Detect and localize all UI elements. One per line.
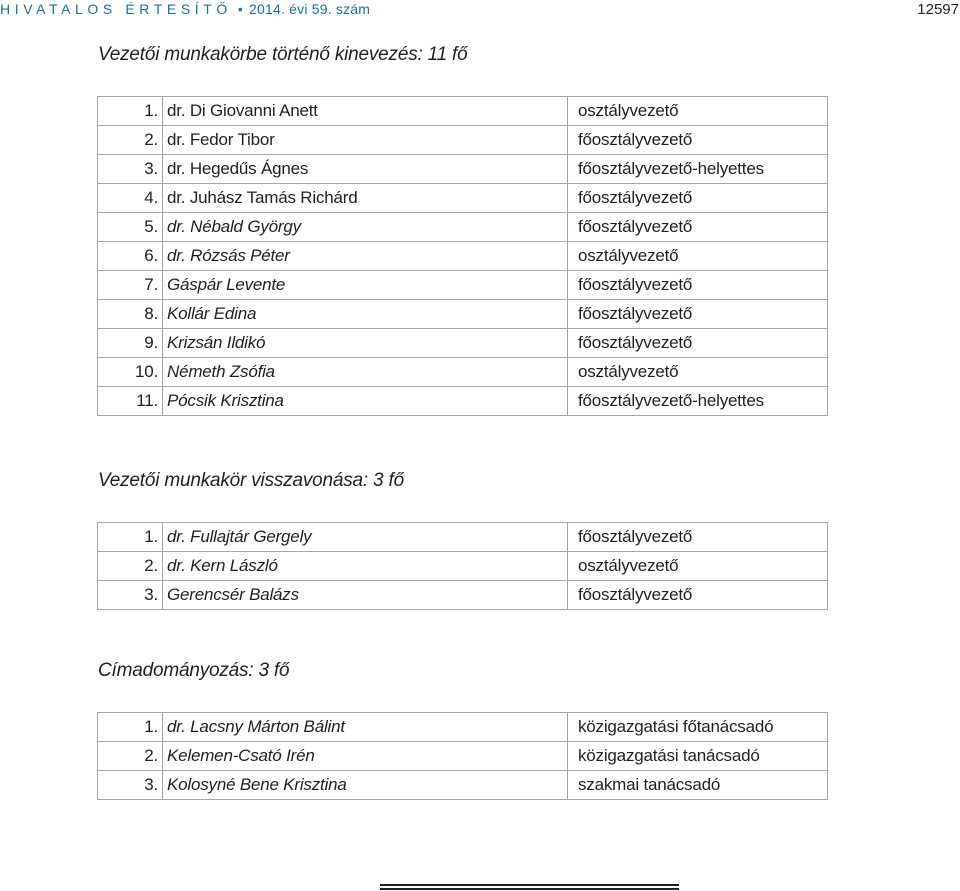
- issue-label: 2014. évi 59. szám: [249, 1, 371, 17]
- table-row: [98, 771, 828, 800]
- person-name: dr. Juhász Tamás Richárd: [163, 184, 568, 213]
- section-title-appointment: Vezetői munkakörbe történő kinevezés: 11 fő: [98, 44, 468, 65]
- section-title-revocation: Vezetői munkakör visszavonása: 3 fő: [98, 470, 404, 491]
- table-row: [98, 358, 828, 387]
- position: főosztályvezető: [568, 126, 828, 155]
- table-row: [98, 523, 828, 552]
- table-row: [98, 213, 828, 242]
- person-name: dr. Kern László: [163, 552, 568, 581]
- position: osztályvezető: [568, 242, 828, 271]
- table-row: [98, 300, 828, 329]
- row-number: 2.: [98, 552, 163, 581]
- table-row: [98, 97, 828, 126]
- table-row: [98, 329, 828, 358]
- table-row: [98, 184, 828, 213]
- position: közigazgatási főtanácsadó: [568, 713, 828, 742]
- position: osztályvezető: [568, 358, 828, 387]
- appointment-table: [97, 96, 828, 416]
- row-number: 10.: [98, 358, 163, 387]
- row-number: 11.: [98, 387, 163, 416]
- position: osztályvezető: [568, 552, 828, 581]
- position: főosztályvezető: [568, 271, 828, 300]
- journal-name: HIVATALOS ÉRTESÍTŐ: [0, 1, 232, 17]
- person-name: dr. Lacsny Márton Bálint: [163, 713, 568, 742]
- closing-rule-bottom: [380, 888, 679, 890]
- title-awarding-table: [97, 712, 828, 800]
- row-number: 1.: [98, 97, 163, 126]
- position: főosztályvezető: [568, 300, 828, 329]
- row-number: 2.: [98, 742, 163, 771]
- row-number: 3.: [98, 771, 163, 800]
- table-row: [98, 242, 828, 271]
- row-number: 3.: [98, 155, 163, 184]
- person-name: Kolosyné Bene Krisztina: [163, 771, 568, 800]
- section-title-title-awarding: Címadományozás: 3 fő: [98, 660, 290, 681]
- person-name: dr. Fedor Tibor: [163, 126, 568, 155]
- person-name: Krizsán Ildikó: [163, 329, 568, 358]
- page-header: [0, 0, 960, 22]
- position: közigazgatási tanácsadó: [568, 742, 828, 771]
- table-row: [98, 581, 828, 610]
- page-number: 12597: [917, 1, 959, 18]
- person-name: Kollár Edina: [163, 300, 568, 329]
- position: főosztályvezető: [568, 523, 828, 552]
- row-number: 5.: [98, 213, 163, 242]
- position: főosztályvezető: [568, 213, 828, 242]
- running-head: [0, 1, 370, 17]
- row-number: 3.: [98, 581, 163, 610]
- table-row: [98, 387, 828, 416]
- person-name: dr. Di Giovanni Anett: [163, 97, 568, 126]
- row-number: 1.: [98, 523, 163, 552]
- position: főosztályvezető: [568, 329, 828, 358]
- position: főosztályvezető: [568, 184, 828, 213]
- table-row: [98, 126, 828, 155]
- position: osztályvezető: [568, 97, 828, 126]
- row-number: 4.: [98, 184, 163, 213]
- bullet-separator: •: [237, 1, 244, 17]
- position: főosztályvezető-helyettes: [568, 155, 828, 184]
- row-number: 1.: [98, 713, 163, 742]
- row-number: 7.: [98, 271, 163, 300]
- row-number: 2.: [98, 126, 163, 155]
- table-row: [98, 742, 828, 771]
- position: főosztályvezető-helyettes: [568, 387, 828, 416]
- revocation-table: [97, 522, 828, 610]
- person-name: dr. Fullajtár Gergely: [163, 523, 568, 552]
- person-name: dr. Hegedűs Ágnes: [163, 155, 568, 184]
- row-number: 8.: [98, 300, 163, 329]
- person-name: Németh Zsófia: [163, 358, 568, 387]
- closing-rule-top: [380, 884, 679, 886]
- table-row: [98, 713, 828, 742]
- position: szakmai tanácsadó: [568, 771, 828, 800]
- row-number: 9.: [98, 329, 163, 358]
- table-row: [98, 552, 828, 581]
- person-name: dr. Rózsás Péter: [163, 242, 568, 271]
- person-name: dr. Nébald György: [163, 213, 568, 242]
- position: főosztályvezető: [568, 581, 828, 610]
- table-row: [98, 271, 828, 300]
- person-name: Kelemen-Csató Irén: [163, 742, 568, 771]
- table-row: [98, 155, 828, 184]
- person-name: Pócsik Krisztina: [163, 387, 568, 416]
- person-name: Gerencsér Balázs: [163, 581, 568, 610]
- row-number: 6.: [98, 242, 163, 271]
- person-name: Gáspár Levente: [163, 271, 568, 300]
